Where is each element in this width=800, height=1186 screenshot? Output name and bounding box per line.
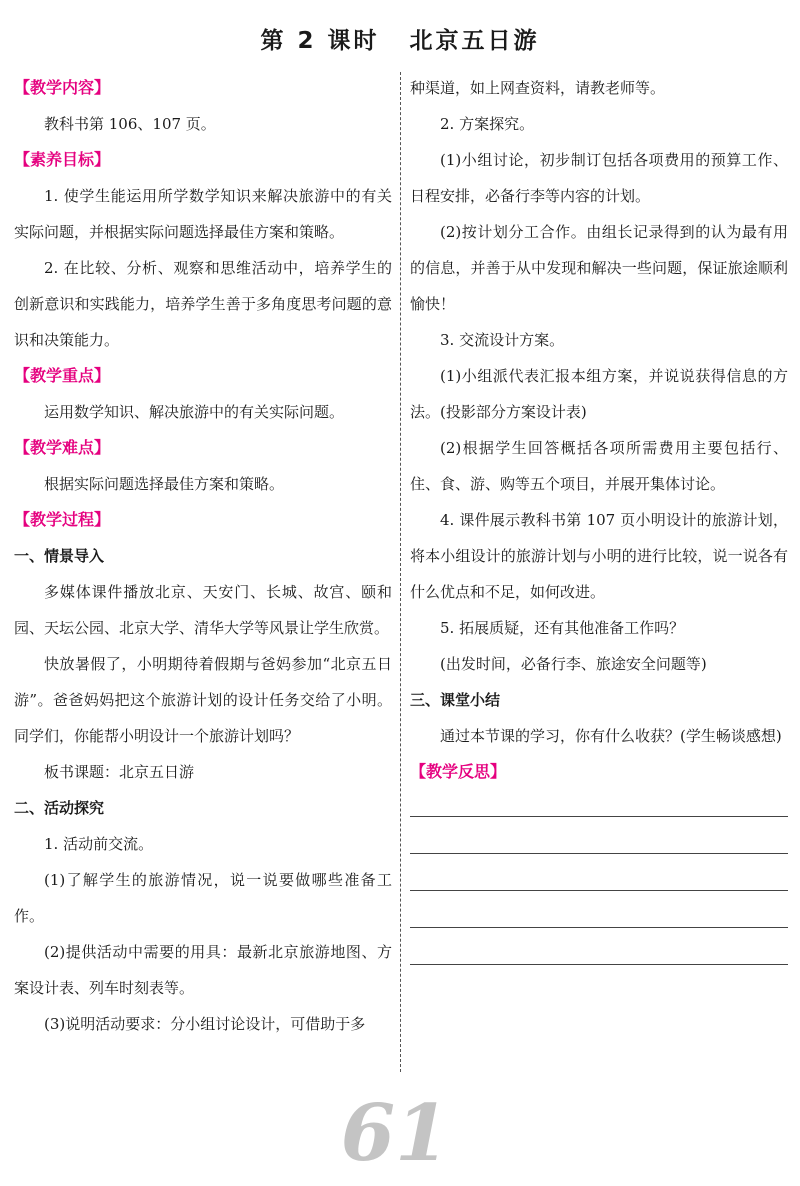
section-2-para-3: (2)提供活动中需要的用具：最新北京旅游地图、方案设计表、列车时刻表等。: [14, 943, 392, 997]
teaching-content-heading: 【教学内容】: [14, 78, 111, 97]
right-para-3: (2)按计划分工合作。由组长记录得到的认为最有用的信息，并善于从中发现和解决一些问题，保证旅途顺利愉快！: [410, 223, 788, 313]
right-para-2: (1)小组讨论，初步制订包括各项费用的预算工作、日程安排，必备行李等内容的计划。: [410, 151, 788, 205]
page-number: 61: [340, 1088, 450, 1179]
section-2-heading: 二、活动探究: [14, 799, 105, 817]
right-para-8: 5. 拓展质疑，还有其他准备工作吗？: [440, 619, 685, 637]
reflection-heading: 【教学反思】: [410, 762, 507, 781]
literacy-goals-heading: 【素养目标】: [14, 150, 111, 169]
goal-1: 1. 使学生能运用所学数学知识来解决旅游中的有关实际问题，并根据实际问题选择最佳方案和策略。: [14, 187, 392, 241]
teaching-content-text: 教科书第 106、107 页。: [44, 115, 216, 133]
section-1-para-3: 板书课题：北京五日游: [44, 763, 195, 781]
column-divider: [400, 72, 401, 1072]
section-2-para-4: (3)说明活动要求：分小组讨论设计，可借助于多: [44, 1015, 366, 1033]
section-3-para: 通过本节课的学习，你有什么收获？(学生畅谈感想): [440, 727, 782, 745]
page-title: [0, 22, 800, 55]
lesson-title: 北京五日游: [409, 28, 540, 54]
section-2-para-1: 1. 活动前交流。: [44, 835, 154, 853]
right-para-7: 4. 课件展示教科书第 107 页小明设计的旅游计划，将本小组设计的旅游计划与小明的进行比较，说一说各有什么优点和不足，如何改进。: [410, 511, 788, 601]
section-1-para-2: 快放暑假了，小明期待着假期与爸妈参加“北京五日游”。爸爸妈妈把这个旅游计划的设计任务交给了小明。同学们，你能帮小明设计一个旅游计划吗？: [14, 655, 392, 745]
difficulties-text: 根据实际问题选择最佳方案和策略。: [44, 475, 285, 493]
section-1-heading: 一、情景导入: [14, 547, 105, 565]
left-column: [14, 70, 392, 1042]
right-para-4: 3. 交流设计方案。: [440, 331, 565, 349]
section-2-para-2: (1)了解学生的旅游情况，说一说要做哪些准备工作。: [14, 871, 392, 925]
process-heading: 【教学过程】: [14, 510, 111, 529]
right-para-1: 2. 方案探究。: [440, 115, 535, 133]
section-1-para-1: 多媒体课件播放北京、天安门、长城、故宫、颐和园、天坛公园、北京大学、清华大学等风景让学生欣赏。: [14, 583, 392, 637]
right-column: [410, 70, 788, 965]
section-3-heading: 三、课堂小结: [410, 691, 501, 709]
reflection-line: [410, 964, 788, 965]
right-para-5: (1)小组派代表汇报本组方案，并说说获得信息的方法。(投影部分方案设计表): [410, 367, 788, 421]
difficulties-heading: 【教学难点】: [14, 438, 111, 457]
key-points-text: 运用数学知识、解决旅游中的有关实际问题。: [44, 403, 345, 421]
right-para-6: (2)根据学生回答概括各项所需费用主要包括行、住、食、游、购等五个项目，并展开集体讨论。: [410, 439, 788, 493]
key-points-heading: 【教学重点】: [14, 366, 111, 385]
goal-2: 2. 在比较、分析、观察和思维活动中，培养学生的创新意识和实践能力，培养学生善于多角度思考问题的意识和决策能力。: [14, 259, 392, 349]
lesson-number: 第 2 课时: [260, 28, 380, 54]
right-para-9: (出发时间，必备行李、旅途安全问题等): [440, 655, 707, 673]
section-2-para-4-continued: 种渠道，如上网查资料，请教老师等。: [410, 79, 666, 97]
